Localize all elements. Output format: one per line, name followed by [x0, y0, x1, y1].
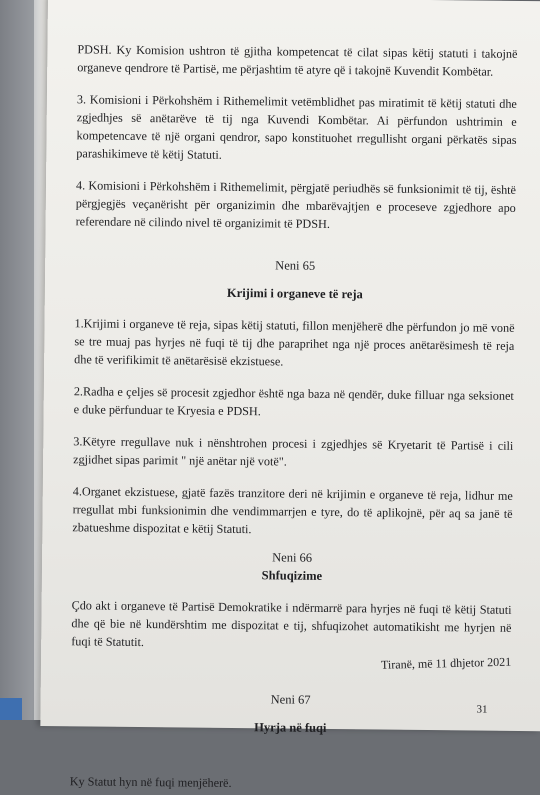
article-65-title: Krijimi i organeve të reja [226, 285, 363, 302]
page-content [70, 40, 518, 795]
place-and-date: Tiranë, më 11 dhjetor 2021 [380, 654, 512, 672]
paragraph-4: 4. Komisioni i Përkohshëm i Rithemelimit, përgjatë periudhës së funksionimit të tij, është përgjegjës veçanërisht për organizimin dhe mbarëvajtjen e proceseve zgjedhore apo referendare në cilindo nivel të organizimit të PDSH. [75, 178, 517, 231]
article-66-paragraph-1: Çdo akt i organeve të Partisë Demokratike i ndërmarrë para hyrjes në fuqi të këtij Statuti dhe që bie në kundërshtim me dispozitat e tij, shfuqizohet automatikisht me hyrjen në fuqi të Statutit. [71, 598, 512, 650]
article-65-paragraph-4: 4.Organet ekzistuese, gjatë fazës tranzitore deri në krijimin e organeve të reja, lidhur me rregullat mbi funksionimin dhe vendimmarrjen e tyre, do të aplikojnë, për aq sa janë të zbatueshme dispozitat e këtij Statuti. [72, 484, 513, 537]
article-66-number: Neni 66 [272, 550, 313, 565]
document-page [40, 0, 540, 790]
article-67-number: Neni 67 [270, 692, 311, 707]
paragraph-continued: PDSH. Ky Komision ushtron të gjitha kompetencat të cilat sipas këtij statuti i takojnë organeve qendrore të Partisë, me përjashtim të atyre që i takojnë Kuvendit Kombëtar. [77, 42, 518, 79]
article-66-title: Shfuqizime [261, 568, 323, 583]
background-object [0, 698, 22, 720]
article-67-paragraph-1: Ky Statut hyn në fuqi menjëherë. [69, 774, 232, 790]
page-number: 31 [476, 703, 488, 716]
article-65-number: Neni 65 [275, 258, 316, 273]
article-65-paragraph-1: 1.Krijimi i organeve të reja, sipas këtij statuti, fillon menjëherë dhe përfundon jo më vonë se tre muaj pas hyrjes në fuqi të tij dhe paraprihet nga një proces anëtarësimesh të reja dhe të verifikimit të anëtarësisë ekzistuese. [74, 316, 515, 369]
article-65-paragraph-3: 3.Këtyre rregullave nuk i nënshtrohen procesi i zgjedhjes së Kryetarit të Partisë i cili zgjidhet sipas parimit " një anëtar një votë". [73, 434, 514, 469]
article-65-paragraph-2: 2.Radha e çeljes së procesit zgjedhor është nga baza në qendër, duke filluar nga seksionet e duke përfunduar te Kryesia e PDSH. [73, 384, 514, 419]
paragraph-3: 3. Komisioni i Përkohshëm i Rithemelimit vetëmblidhet pas miratimit të këtij statuti dhe zgjedhjes së anëtarëve të tij nga Kuvendi Kombëtar. Ai përfundon ushtrimin e kompetencave të një organi qendror, sapo konstituohet rregullisht organi përkatës sipas parashikimeve të këtij Statuti. [76, 92, 517, 162]
article-67-title: Hyrja në fuqi [254, 720, 327, 735]
